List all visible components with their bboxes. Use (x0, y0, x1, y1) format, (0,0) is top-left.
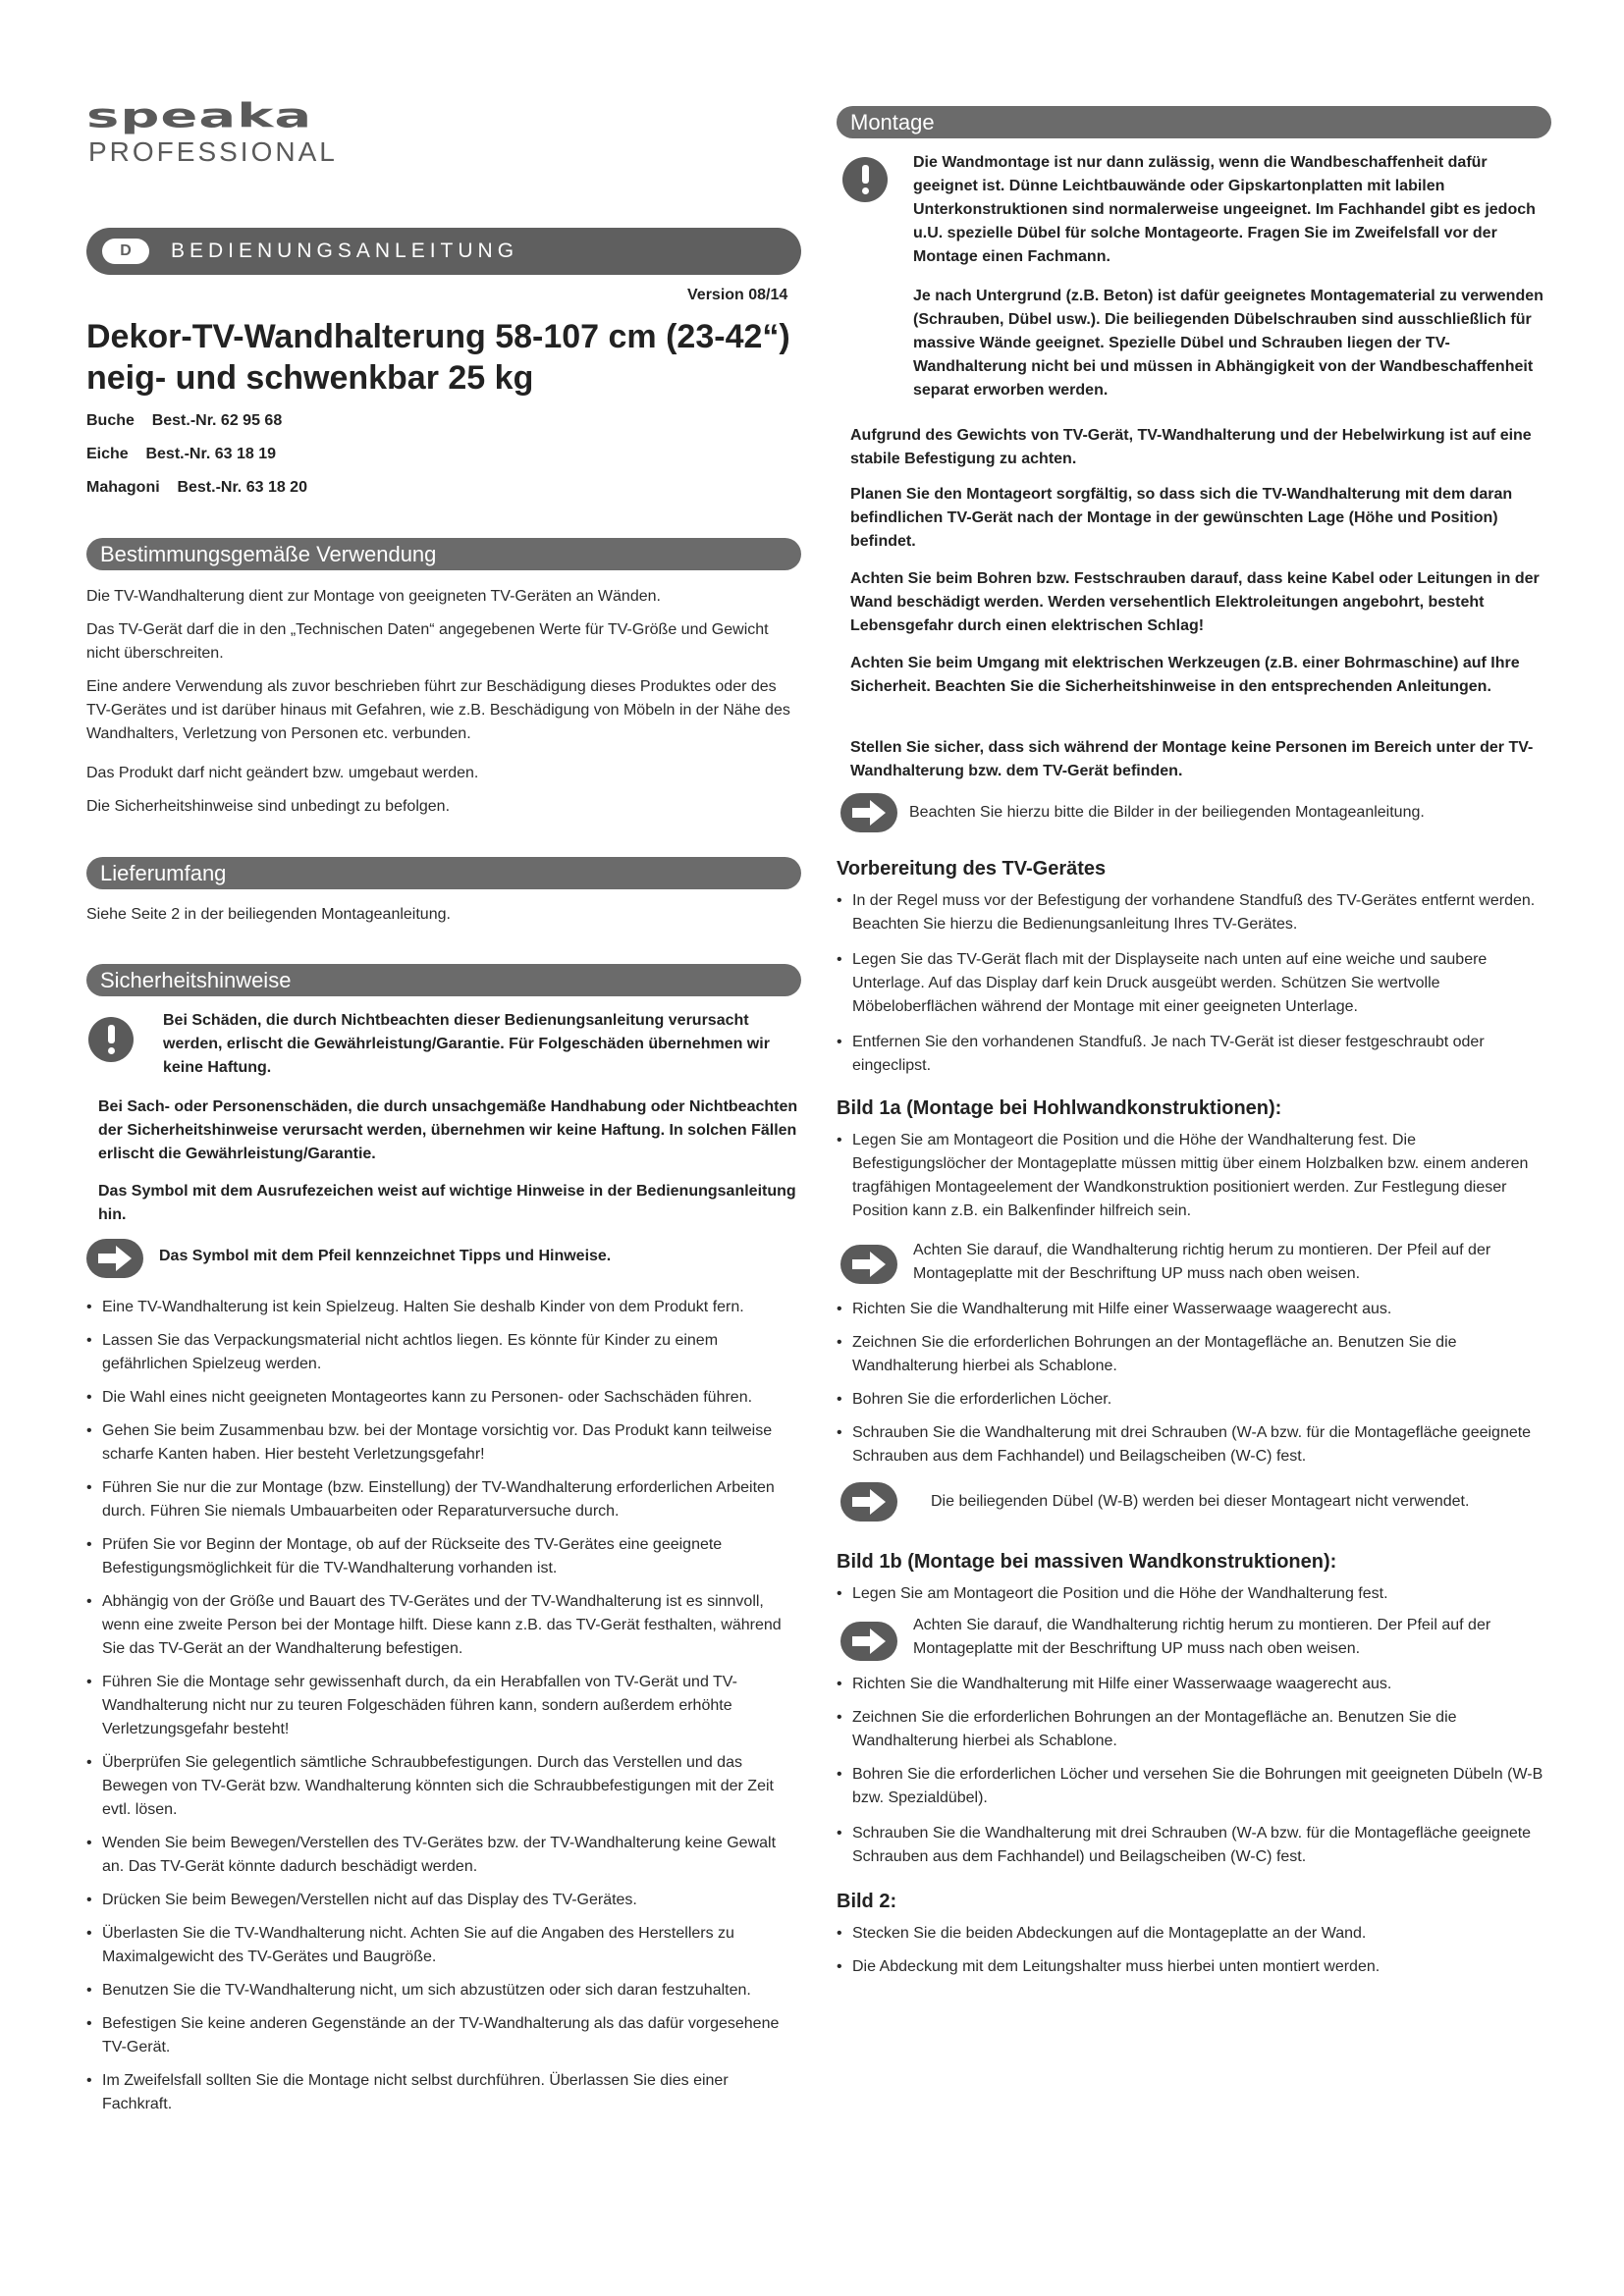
tip-text: Die beiliegenden Dübel (W-B) werden bei dieser Montageart nicht verwendet. (931, 1493, 1470, 1510)
list-item: • Eine TV-Wandhalterung ist kein Spielzeug. Halten Sie deshalb Kinder von dem Produkt fern. (86, 1299, 744, 1315)
paragraph: Das Produkt darf nicht geändert bzw. umgebaut werden. (86, 765, 479, 781)
list-item: • Schrauben Sie die Wandhalterung mit drei Schrauben (W-A bzw. für die Montagefläche geeignete Schrauben aus dem Fachhandel) und Beilagscheiben (W-C) fest. (837, 1424, 1532, 1465)
warning-text: Je nach Untergrund (z.B. Beton) ist dafür geeignetes Montagematerial zu verwenden (Schrauben, Dübel usw.). Die beiliegenden Dübelschrauben sind ausschließlich für massive Wände geeignet. Spezielle Dübel und Schrauben liegen der TV-Wandhalterung nicht bei und müssen in Abhängigkeit von der Wandbeschaffenheit separat erworben werden. (913, 288, 1543, 399)
paragraph: Eine andere Verwendung als zuvor beschrieben führt zur Beschädigung dieses Produktes oder des TV-Gerätes und ist darüber hinaus mit Gefahren, wie z.B. Beschädigung von Möbeln in der Nähe des Wandhalters, Verletzung von Personen etc. verbunden. (86, 678, 790, 742)
warning-text: Das Symbol mit dem Ausrufezeichen weist auf wichtige Hinweise in der Bedienungsanleitung hin. (98, 1183, 796, 1223)
list-item: • Zeichnen Sie die erforderlichen Bohrungen an der Montagefläche an. Benutzen Sie die Wandhalterung hierbei als Schablone. (837, 1334, 1457, 1374)
list-item: • Überprüfen Sie gelegentlich sämtliche Schraubbefestigungen. Durch das Verstellen und das Bewegen von TV-Gerät bzw. Wandhalterung könnten sich die Schraubbefestigungen mit der Zeit evtl. lösen. (86, 1754, 774, 1818)
list-item: • Prüfen Sie vor Beginn der Montage, ob auf der Rückseite des TV-Gerätes eine geeignete Befestigungsmöglichkeit für die TV-Wandhalterung vorhanden ist. (86, 1536, 723, 1576)
list-item: • Die Abdeckung mit dem Leitungshalter muss hierbei unten montiert werden. (837, 1958, 1380, 1975)
bold-paragraph: Aufgrund des Gewichts von TV-Gerät, TV-Wandhalterung und der Hebelwirkung ist auf eine stabile Befestigung zu achten. (850, 427, 1532, 467)
section-bar-lieferumfang: Lieferumfang (86, 857, 801, 889)
list-item: • Befestigen Sie keine anderen Gegenstände an der TV-Wandhalterung als das dafür vorgesehene TV-Gerät. (86, 2015, 780, 2056)
tip-text: Achten Sie darauf, die Wandhalterung richtig herum zu montieren. Der Pfeil auf der Montageplatte mit der Beschriftung UP muss nach oben weisen. (913, 1242, 1491, 1282)
list-item: • In der Regel muss vor der Befestigung der vorhandene Standfuß des TV-Gerätes entfernt werden. Beachten Sie hierzu die Bedienungsanleitung Ihres TV-Gerätes. (837, 892, 1536, 933)
order-name: Mahagoni (86, 479, 160, 496)
list-item: • Richten Sie die Wandhalterung mit Hilfe einer Wasserwaage waagerecht aus. (837, 1301, 1392, 1317)
section-bar-verwendung: Bestimmungsgemäße Verwendung (86, 538, 801, 570)
arrow-icon (86, 1239, 143, 1278)
list-item: • Legen Sie das TV-Gerät flach mit der Displayseite nach unten auf eine weiche und saubere Unterlage. Auf das Display darf kein Druck ausgeübt werden. Schützen Sie wertvolle Möbeloberflächen während der Montage mit einer geeigneten Unterlage. (837, 951, 1488, 1015)
subheading: Vorbereitung des TV-Gerätes (837, 858, 1107, 880)
order-number: Best.-Nr. 63 18 19 (145, 446, 276, 462)
list-item: • Schrauben Sie die Wandhalterung mit drei Schrauben (W-A bzw. für die Montagefläche geeignete Schrauben aus dem Fachhandel) und Beilagscheiben (W-C) fest. (837, 1825, 1532, 1865)
order-name: Buche (86, 412, 135, 429)
list-item: • Bohren Sie die erforderlichen Löcher und versehen Sie die Bohrungen mit geeigneten Dübeln (W-B bzw. Spezialdübel). (837, 1766, 1543, 1806)
subheading: Bild 1a (Montage bei Hohlwandkonstruktionen): (837, 1097, 1282, 1119)
paragraph: Das TV-Gerät darf die in den „Technischen Daten“ angegebenen Werte für TV-Größe und Gewicht nicht überschreiten. (86, 621, 769, 662)
order-name: Eiche (86, 446, 129, 462)
language-badge: D (102, 239, 149, 264)
subheading: Bild 2: (837, 1891, 897, 1912)
section-bar-sicherheit: Sicherheitshinweise (86, 964, 801, 996)
paragraph: Die TV-Wandhalterung dient zur Montage von geeigneten TV-Geräten an Wänden. (86, 588, 661, 605)
subheading: Bild 1b (Montage bei massiven Wandkonstruktionen): (837, 1551, 1337, 1573)
title-line-1: Dekor-TV-Wandhalterung 58-107 cm (23-42“) (86, 318, 790, 355)
order-item (86, 479, 307, 497)
arrow-icon (840, 1622, 897, 1661)
list-item: • Legen Sie am Montageort die Position und die Höhe der Wandhalterung fest. (837, 1585, 1388, 1602)
order-number: Best.-Nr. 62 95 68 (151, 412, 283, 429)
warning-text: Die Wandmontage ist nur dann zulässig, wenn die Wandbeschaffenheit dafür geeignet ist. Dünne Leichtbauwände oder Gipskartonplatten mit labilen Unterkonstruktionen sind normalerweise ungeeignet. Im Fachhandel gibt es jedoch u.U. spezielle Dübel für solche Montageorte. Fragen Sie im Zweifelsfall vor der Montage einen Fachmann. (913, 154, 1536, 265)
exclamation-icon (842, 157, 888, 202)
arrow-icon (840, 1482, 897, 1522)
list-item: • Entfernen Sie den vorhandenen Standfuß. Je nach TV-Gerät ist dieser festgeschraubt oder eingeclipst. (837, 1034, 1485, 1074)
list-item: • Gehen Sie beim Zusammenbau bzw. bei der Montage vorsichtig vor. Das Produkt kann teilweise scharfe Kanten haben. Hier besteht Verletzungsgefahr! (86, 1422, 773, 1463)
list-item: • Im Zweifelsfall sollten Sie die Montage nicht selbst durchführen. Überlassen Sie dies einer Fachkraft. (86, 2072, 729, 2112)
tip-text: Achten Sie darauf, die Wandhalterung richtig herum zu montieren. Der Pfeil auf der Montageplatte mit der Beschriftung UP muss nach oben weisen. (913, 1617, 1491, 1657)
arrow-icon (840, 1245, 897, 1284)
list-item: • Richten Sie die Wandhalterung mit Hilfe einer Wasserwaage waagerecht aus. (837, 1676, 1392, 1692)
list-item: • Legen Sie am Montageort die Position und die Höhe der Wandhalterung fest. Die Befestigungslöcher der Montageplatte müssen mittig über einem Holzbalken bzw. einem anderen tragfähigen Montageelement der Wandkonstruktion positioniert werden. Zur Festlegung dieser Position kann z.B. ein Balkenfinder hilfreich sein. (837, 1132, 1529, 1219)
list-item: • Bohren Sie die erforderlichen Löcher. (837, 1391, 1112, 1408)
warning-text: Bei Sach- oder Personenschäden, die durch unsachgemäße Handhabung oder Nichtbeachten der Sicherheitshinweise verursacht werden, übernehmen wir keine Haftung. In solchen Fällen erlischt die Gewährleistung/Garantie. (98, 1098, 798, 1162)
paragraph: Die Sicherheitshinweise sind unbedingt zu befolgen. (86, 798, 451, 815)
list-item: • Führen Sie nur die zur Montage (bzw. Einstellung) der TV-Wandhalterung erforderlichen Arbeiten durch. Führen Sie niemals Umbauarbeiten oder Reparaturversuche durch. (86, 1479, 775, 1520)
tip-text: Beachten Sie hierzu bitte die Bilder in der beiliegenden Montageanleitung. (909, 804, 1425, 821)
header-bar (86, 228, 801, 275)
paragraph: Siehe Seite 2 in der beiliegenden Montageanleitung. (86, 906, 451, 923)
list-item: • Abhängig von der Größe und Bauart des TV-Gerätes und der TV-Wandhalterung ist es sinnvoll, wenn eine zweite Person bei der Montage hilft. Diese kann z.B. das TV-Gerät festhalten, während Sie das TV-Gerät an der Wandhalterung befestigen. (86, 1593, 782, 1657)
header-label: BEDIENUNGSANLEITUNG (171, 240, 519, 262)
list-item: • Drücken Sie beim Bewegen/Verstellen nicht auf das Display des TV-Gerätes. (86, 1892, 637, 1908)
list-item: • Stecken Sie die beiden Abdeckungen auf die Montageplatte an der Wand. (837, 1925, 1367, 1942)
logo-wordmark: speaka (86, 97, 313, 135)
list-item: • Führen Sie die Montage sehr gewissenhaft durch, da ein Herabfallen von TV-Gerät und TV-Wandhalterung nicht nur zu teuren Folgeschäden führen kann, sondern außerdem erhöhte Verletzungsgefahr besteht! (86, 1674, 737, 1737)
warning-text: Bei Schäden, die durch Nichtbeachten dieser Bedienungsanleitung verursacht werden, erlischt die Gewährleistung/Garantie. Für Folgeschäden übernehmen wir keine Haftung. (163, 1012, 770, 1076)
list-item: • Die Wahl eines nicht geeigneten Montageortes kann zu Personen- oder Sachschäden führen. (86, 1389, 753, 1406)
exclamation-icon (88, 1017, 134, 1062)
title-line-2: neig- und schwenkbar 25 kg (86, 359, 534, 397)
list-item: • Überlasten Sie die TV-Wandhalterung nicht. Achten Sie auf die Angaben des Herstellers zu Maximalgewicht des TV-Gerätes und Baugröße. (86, 1925, 734, 1965)
list-item: • Benutzen Sie die TV-Wandhalterung nicht, um sich abzustützen oder sich daran festzuhalten. (86, 1982, 751, 1999)
version: Version 08/14 (687, 287, 788, 303)
page-title (86, 316, 803, 399)
bold-paragraph: Achten Sie beim Bohren bzw. Festschrauben darauf, dass keine Kabel oder Leitungen in der Wand beschädigt werden. Werden versehentlich Elektroleitungen angebohrt, besteht Lebensgefahr durch einen elektrischen Schlag! (850, 570, 1540, 634)
list-item: • Lassen Sie das Verpackungsmaterial nicht achtlos liegen. Es könnte für Kinder zu einem gefährlichen Spielzeug werden. (86, 1332, 719, 1372)
bold-paragraph: Achten Sie beim Umgang mit elektrischen Werkzeugen (z.B. einer Bohrmaschine) auf Ihre Sicherheit. Beachten Sie die Sicherheitshinweise in den entsprechenden Anleitungen. (850, 655, 1520, 695)
list-item: • Wenden Sie beim Bewegen/Verstellen des TV-Gerätes bzw. der TV-Wandhalterung keine Gewalt an. Das TV-Gerät könnte dadurch beschädigt werden. (86, 1835, 777, 1875)
order-item (86, 446, 276, 463)
logo-subline: PROFESSIONAL (88, 136, 338, 167)
arrow-icon (840, 793, 897, 832)
section-bar-montage: Montage (837, 106, 1551, 138)
list-item: • Zeichnen Sie die erforderlichen Bohrungen an der Montagefläche an. Benutzen Sie die Wandhalterung hierbei als Schablone. (837, 1709, 1457, 1749)
order-item (86, 412, 282, 430)
order-number: Best.-Nr. 63 18 20 (177, 479, 307, 496)
bold-paragraph: Planen Sie den Montageort sorgfältig, so dass sich die TV-Wandhalterung mit dem daran befindlichen TV-Gerät nach der Montage in der gewünschten Lage (Höhe und Position) befindet. (850, 486, 1513, 550)
tip-text: Das Symbol mit dem Pfeil kennzeichnet Tipps und Hinweise. (159, 1248, 612, 1264)
bold-paragraph: Stellen Sie sicher, dass sich während der Montage keine Personen im Bereich unter der TV-Wandhalterung bzw. dem TV-Gerät befinden. (850, 739, 1534, 779)
